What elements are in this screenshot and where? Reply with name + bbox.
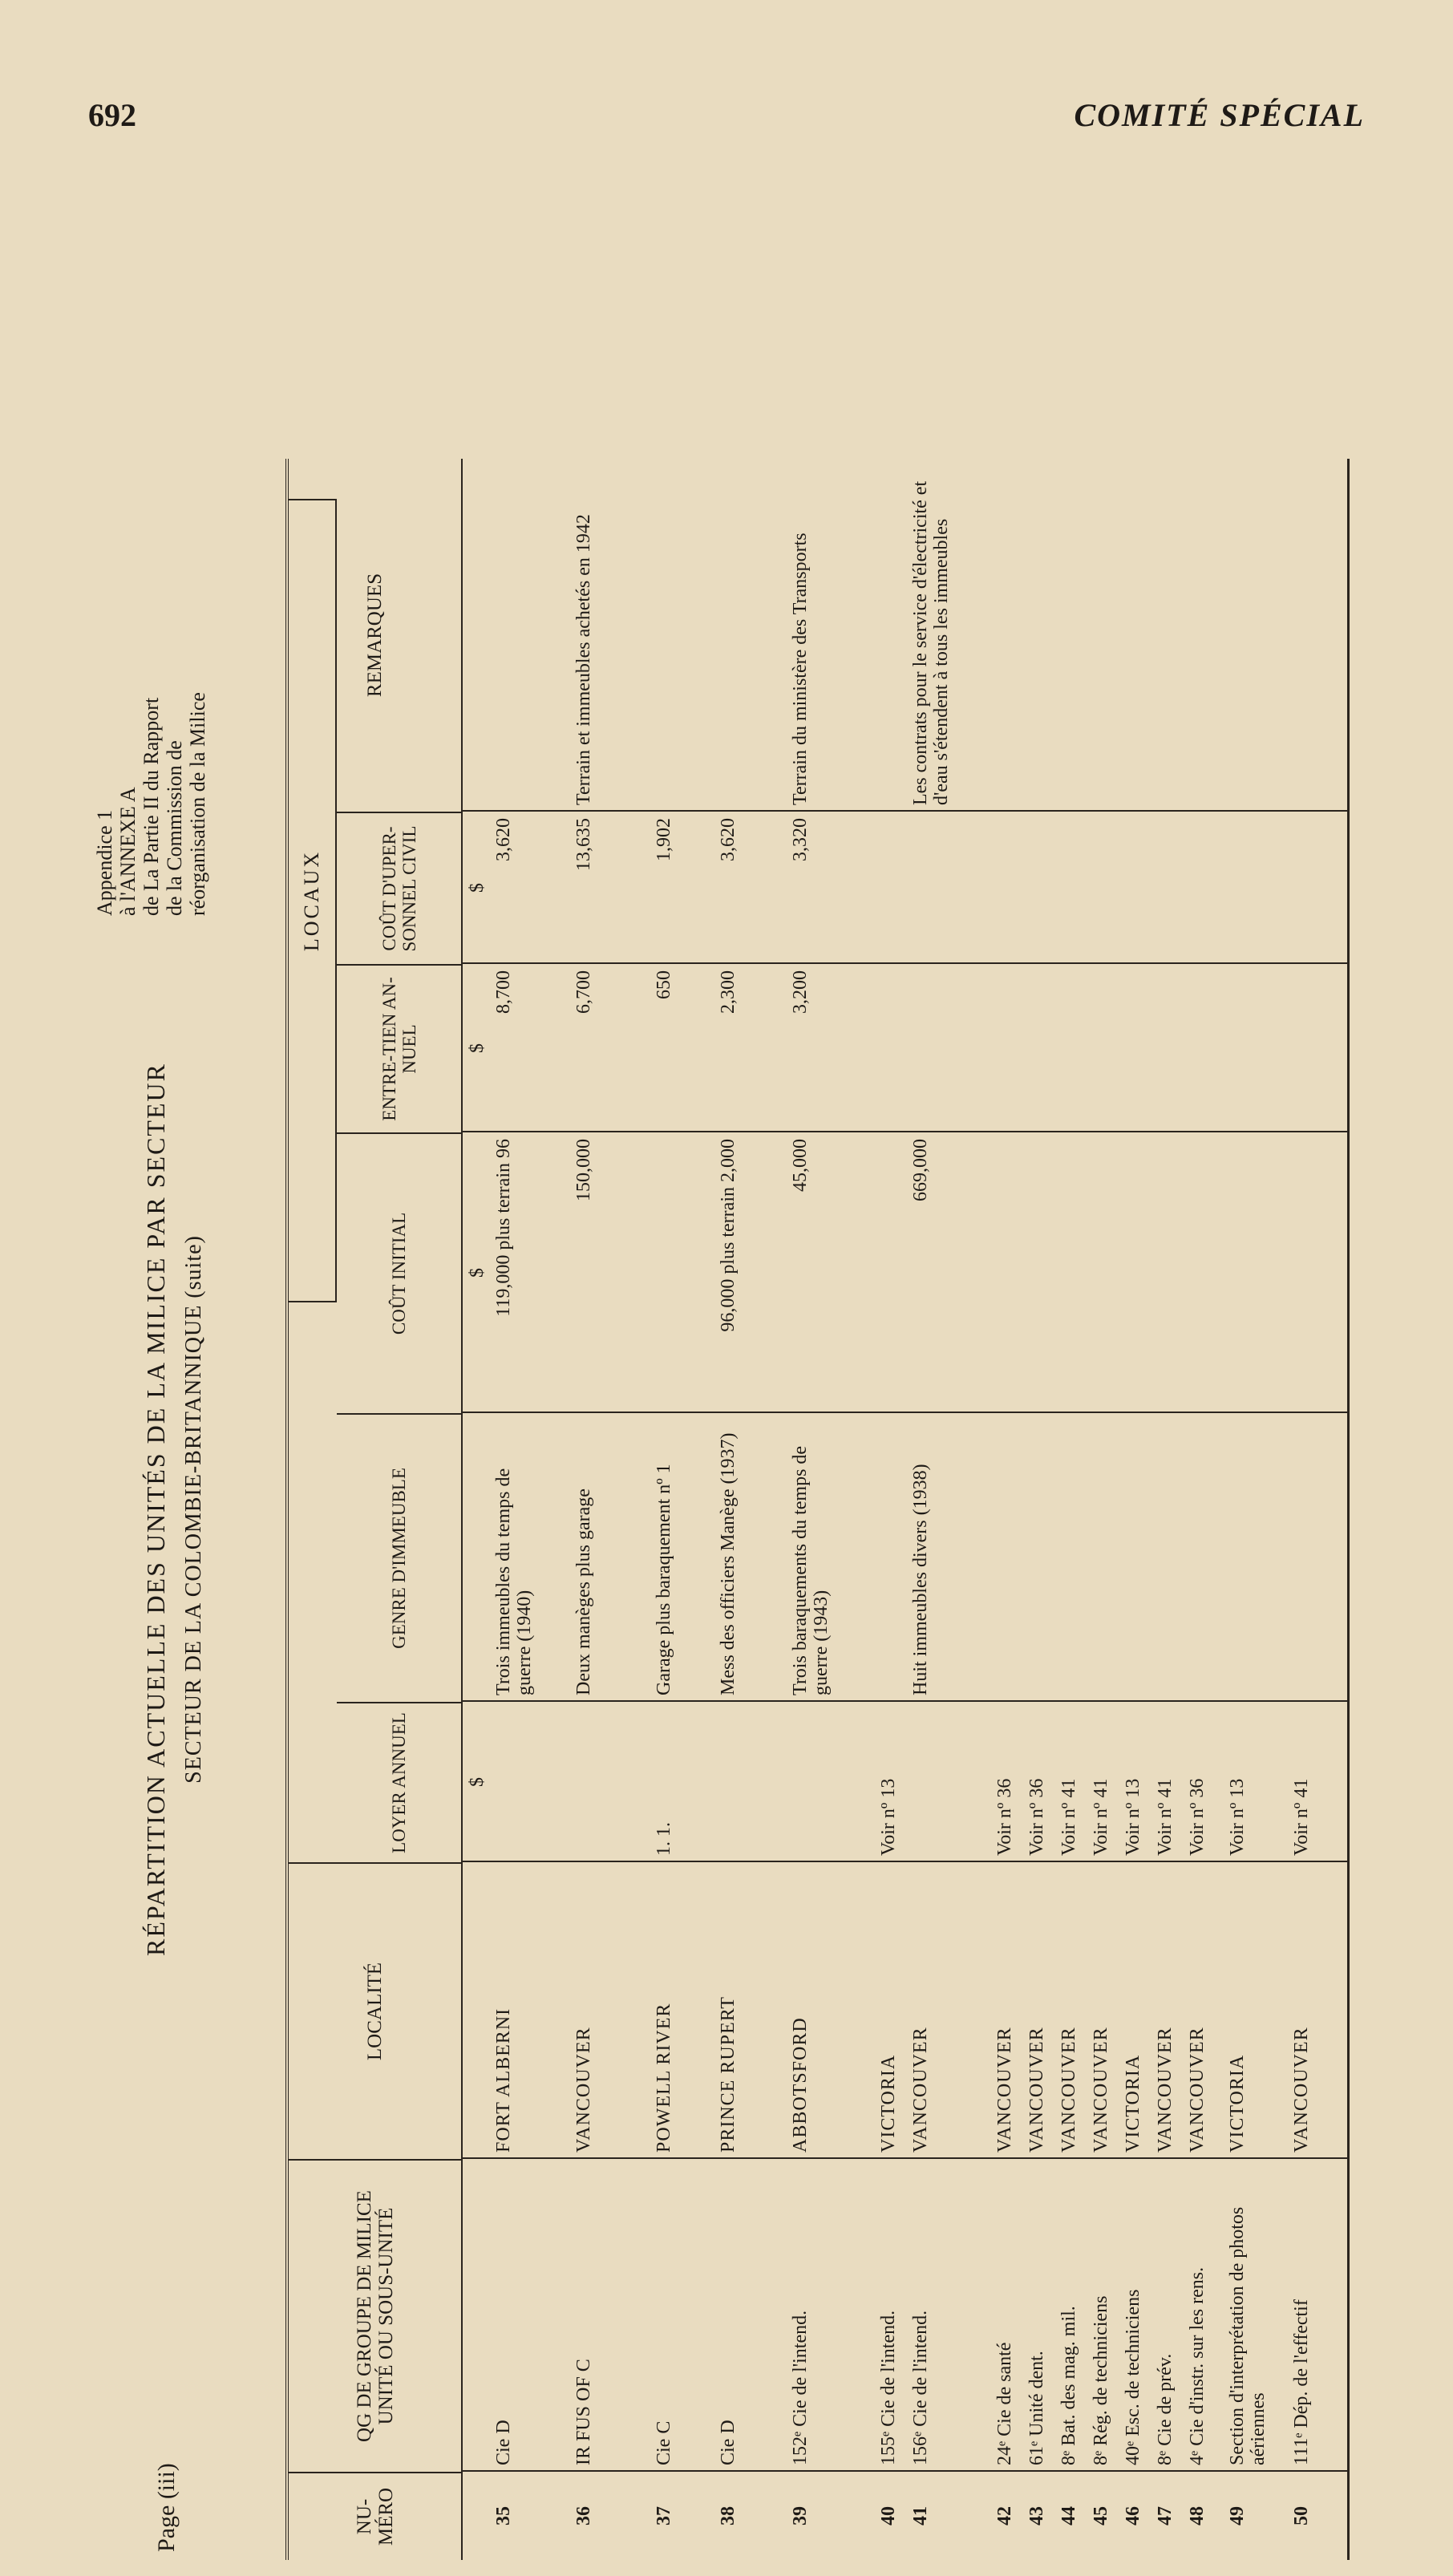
cell-loyer: Voir nº 13 <box>1123 1778 1143 1856</box>
cell-cout-personnel: 3,620 <box>718 818 739 861</box>
cell-localite: VANCOUVER <box>573 2027 594 2153</box>
cell-entretien: 650 <box>654 970 674 999</box>
table-subtitle: SECTEUR DE LA COLOMBIE-BRITANNIQUE (suite) <box>181 1235 206 1784</box>
cell-unite: Section d'interprétation de photos aériennes <box>1227 2206 1269 2465</box>
header-cout-personnel: COÛT D'UPER-SONNEL CIVIL <box>337 812 461 964</box>
cell-numero: 50 <box>1291 2506 1312 2525</box>
cell-localite: VANCOUVER <box>1091 2027 1111 2153</box>
cell-numero: 46 <box>1123 2506 1143 2525</box>
cell-cout-initial: 150,000 <box>573 1139 594 1201</box>
cell-unite: Cie C <box>654 2420 674 2465</box>
table-row <box>654 459 714 2560</box>
cell-genre: Trois immeubles du temps de guerre (1940) <box>493 1468 535 1695</box>
appendix-line: de La Partie II du Rapport <box>140 697 163 916</box>
cell-loyer: Voir nº 41 <box>1155 1778 1176 1856</box>
cell-numero: 41 <box>910 2506 931 2525</box>
table-title: RÉPARTITION ACTUELLE DES UNITÉS DE LA MILICE PAR SECTEUR <box>141 1063 170 1956</box>
cell-localite: VANCOUVER <box>1058 2027 1079 2153</box>
cell-unite: 8ᵉ Cie de prév. <box>1155 2353 1176 2465</box>
cell-unite: 4ᵉ Cie d'instr. sur les rens. <box>1187 2266 1208 2465</box>
cell-unite: 8ᵉ Bat. des mag. mil. <box>1058 2306 1079 2465</box>
cell-loyer: Voir nº 13 <box>1227 1778 1248 1856</box>
cell-numero: 42 <box>994 2506 1015 2525</box>
appendix-note <box>93 467 209 916</box>
table-row <box>718 459 786 2560</box>
table-row <box>1058 459 1089 2560</box>
cell-cout-personnel: 1,902 <box>654 818 674 861</box>
cell-localite: VANCOUVER <box>1187 2027 1208 2153</box>
cell-loyer: Voir nº 41 <box>1291 1778 1312 1856</box>
cell-loyer: Voir nº 36 <box>994 1778 1015 1856</box>
header-entretien: ENTRE-TIEN AN-NUEL <box>337 964 461 1132</box>
table-row <box>1091 459 1121 2560</box>
cell-localite: VANCOUVER <box>994 2027 1015 2153</box>
header-numero: NU-MÉRO <box>289 2472 461 2560</box>
cell-loyer: Voir nº 41 <box>1058 1778 1079 1856</box>
header-locaux: LOCAUX <box>289 499 337 1301</box>
cell-genre: Deux manèges plus garage <box>573 1488 594 1695</box>
cell-loyer: Voir nº 36 <box>1187 1778 1208 1856</box>
header-genre: GENRE D'IMMEUBLE <box>337 1413 461 1702</box>
appendix-line: réorganisation de la Milice <box>186 692 209 916</box>
currency-cout-initial: $ <box>467 1268 488 1278</box>
cell-cout-initial: 119,000 plus terrain 96 <box>493 1139 514 1317</box>
cell-cout-personnel: 3,620 <box>493 818 514 861</box>
cell-localite: FORT ALBERNI <box>493 2007 514 2153</box>
cell-cout-initial: 45,000 <box>790 1139 811 1192</box>
cell-numero: 37 <box>654 2506 674 2525</box>
cell-cout-personnel: 13,635 <box>573 818 594 871</box>
cell-localite: VANCOUVER <box>910 2027 931 2153</box>
cell-loyer: Voir nº 36 <box>1026 1778 1047 1856</box>
cell-unite: 152ᵉ Cie de l'intend. <box>790 2310 811 2465</box>
cell-localite: PRINCE RUPERT <box>718 1996 739 2153</box>
cell-unite: Cie D <box>718 2420 739 2465</box>
cell-genre: Trois baraquements du temps de guerre (1943) <box>790 1445 832 1695</box>
cell-numero: 45 <box>1091 2506 1111 2525</box>
rotated-table-page <box>85 443 1368 2576</box>
cell-numero: 38 <box>718 2506 739 2525</box>
cell-unite: 40ᵉ Esc. de techniciens <box>1123 2289 1143 2465</box>
cell-numero: 49 <box>1227 2506 1248 2525</box>
cell-remarques: Terrain du ministère des Transports <box>790 533 811 805</box>
page-title: COMITÉ SPÉCIAL <box>1074 97 1365 133</box>
header-remarques: REMARQUES <box>364 573 386 698</box>
cell-genre: Garage plus baraquement nº 1 <box>654 1464 674 1695</box>
table-row <box>1123 459 1153 2560</box>
cell-cout-initial: 669,000 <box>910 1139 931 1201</box>
table-row <box>994 459 1025 2560</box>
cell-numero: 40 <box>878 2506 899 2525</box>
cell-unite: IR FUS OF C <box>573 2359 594 2465</box>
header-rule <box>461 459 463 2560</box>
cell-loyer: Voir nº 41 <box>1091 1778 1111 1856</box>
page-number: 692 <box>88 97 136 133</box>
header-spacer <box>289 1301 337 1862</box>
cell-localite: VANCOUVER <box>1026 2027 1047 2153</box>
currency-cout-personnel: $ <box>467 883 488 893</box>
header-unite: QG DE GROUPE DE MILICE UNITÉ OU SOUS-UNITÉ <box>289 2159 461 2472</box>
table-row <box>878 459 909 2560</box>
cell-numero: 39 <box>790 2506 811 2525</box>
cell-genre: Huit immeubles divers (1938) <box>910 1464 931 1695</box>
cell-loyer: 1. 1. <box>654 1822 674 1856</box>
header-loyer: LOYER ANNUEL <box>337 1702 461 1862</box>
appendix-line: de la Commission de <box>163 740 186 916</box>
appendix-line: à l'ANNEXE A <box>116 787 140 916</box>
table-row <box>573 459 650 2560</box>
cell-cout-personnel: 3,320 <box>790 818 811 861</box>
table-row <box>493 459 565 2560</box>
cell-numero: 44 <box>1058 2506 1079 2525</box>
cell-entretien: 3,200 <box>790 970 811 1014</box>
rotated-page-label: Page (iii) <box>153 2463 180 2552</box>
table-row <box>790 459 874 2560</box>
currency-loyer: $ <box>467 1777 488 1787</box>
header-localite: LOCALITÉ <box>289 1862 461 2159</box>
cell-entretien: 8,700 <box>493 970 514 1014</box>
cell-loyer: Voir nº 13 <box>878 1778 899 1856</box>
cell-localite: VICTORIA <box>1123 2054 1143 2153</box>
cell-localite: VANCOUVER <box>1155 2027 1176 2153</box>
cell-entretien: 2,300 <box>718 970 739 1014</box>
table-row <box>1227 459 1289 2560</box>
table-row <box>1155 459 1185 2560</box>
cell-unite: 61ᵉ Unité dent. <box>1026 2351 1047 2465</box>
cell-numero: 36 <box>573 2506 594 2525</box>
appendix-line: Appendice 1 <box>93 809 116 916</box>
currency-row <box>467 459 489 2560</box>
cell-localite: VICTORIA <box>878 2054 899 2153</box>
cell-unite: 155ᵉ Cie de l'intend. <box>878 2310 899 2465</box>
cell-unite: 156ᵉ Cie de l'intend. <box>910 2310 931 2465</box>
table-row <box>910 459 990 2560</box>
currency-entretien: $ <box>467 1043 488 1053</box>
cell-localite: VICTORIA <box>1227 2054 1248 2153</box>
cell-numero: 48 <box>1187 2506 1208 2525</box>
table-row <box>1291 459 1321 2560</box>
cell-remarques: Terrain et immeubles achetés en 1942 <box>573 514 594 805</box>
cell-localite: POWELL RIVER <box>654 2003 674 2153</box>
cell-remarques: Les contrats pour le service d'électricité et d'eau s'étendent à tous les immeubles <box>910 480 952 805</box>
cell-entretien: 6,700 <box>573 970 594 1014</box>
cell-numero: 47 <box>1155 2506 1176 2525</box>
cell-cout-initial: 96,000 plus terrain 2,000 <box>718 1139 739 1332</box>
cell-unite: 24ᵉ Cie de santé <box>994 2342 1015 2465</box>
table-row <box>1187 459 1225 2560</box>
cell-unite: 111ᵉ Dép. de l'effectif <box>1291 2299 1312 2465</box>
cell-unite: Cie D <box>493 2420 514 2465</box>
cell-localite: VANCOUVER <box>1291 2027 1312 2153</box>
cell-numero: 43 <box>1026 2506 1047 2525</box>
running-head <box>88 96 1365 144</box>
units-table <box>285 459 1350 2560</box>
cell-genre: Mess des officiers Manège (1937) <box>718 1432 739 1695</box>
cell-localite: ABBOTSFORD <box>790 2017 811 2153</box>
table-row <box>1026 459 1057 2560</box>
header-cout-initial: COÛT INITIAL <box>337 1132 461 1413</box>
cell-unite: 8ᵉ Rég. de techniciens <box>1091 2295 1111 2465</box>
cell-numero: 35 <box>493 2506 514 2525</box>
